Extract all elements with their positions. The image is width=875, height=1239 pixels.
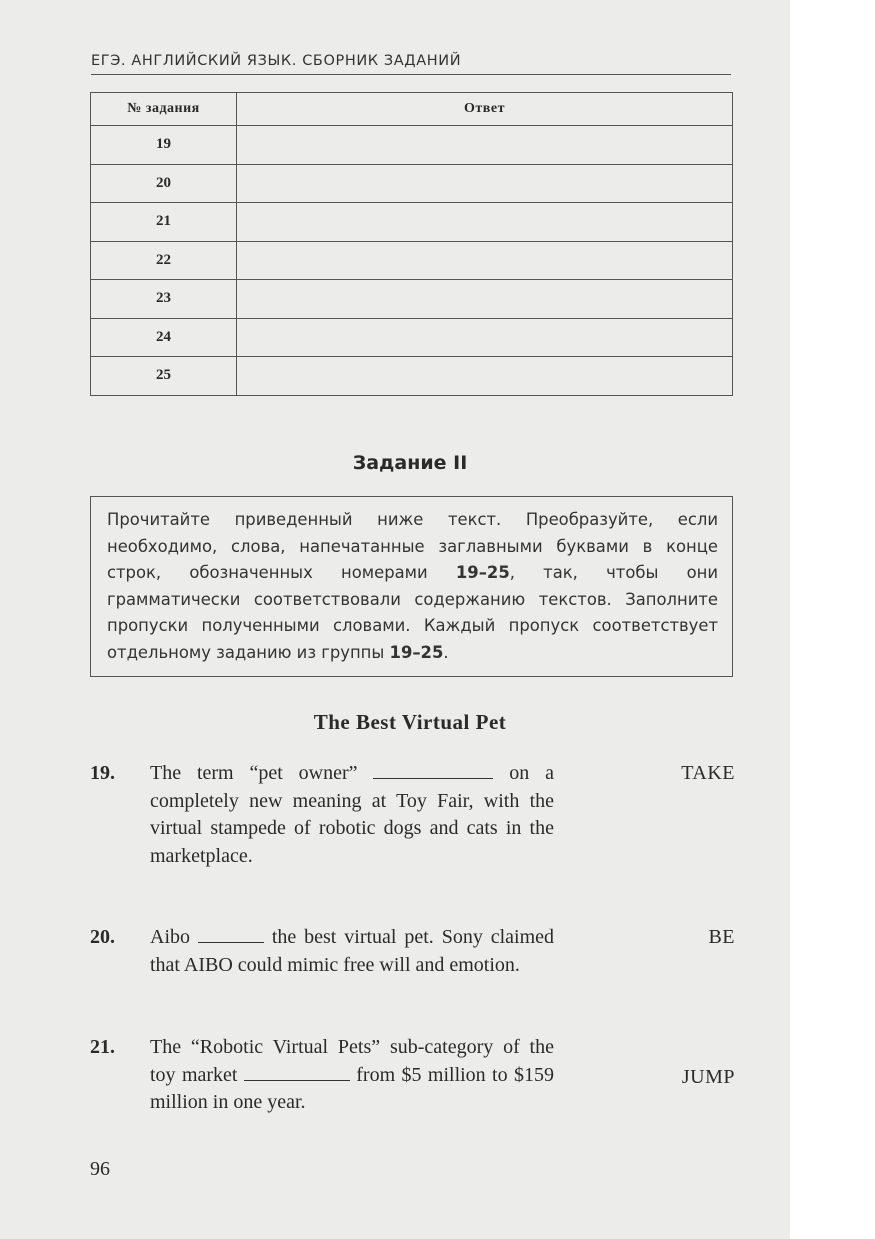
instructions-text: , так, чтобы они грамматически соответствовали содержанию текстов. Заполните пропуски полученными словами. Каждый пропуск соответствует отдельному заданию из группы (107, 563, 719, 662)
task-number-cell: 20 (91, 164, 237, 203)
task-number-cell: 22 (91, 241, 237, 280)
instructions-text: . (443, 642, 449, 662)
page-number: 96 (90, 1158, 110, 1180)
running-header: ЕГЭ. АНГЛИЙСКИЙ ЯЗЫК. СБОРНИК ЗАДАНИЙ (91, 53, 731, 75)
answer-cell (237, 203, 733, 242)
answer-table-header (91, 93, 733, 126)
table-row (91, 318, 733, 357)
table-row (91, 126, 733, 165)
instructions-text: Прочитайте приведенный ниже текст. Преобразуйте, если необходимо, слова, напечатанные заглавными буквами в конце строк, обозначенных номерами (107, 510, 718, 582)
task-range: 19–25 (455, 563, 510, 582)
answer-cell (237, 241, 733, 280)
item-sentence: The term “pet owner” on a completely new meaning at Toy Fair, with the virtual stampede of robotic dogs and cats in the marketplace. (150, 762, 555, 867)
answer-cell (237, 126, 733, 165)
answer-blank[interactable] (244, 1062, 350, 1081)
answer-blank[interactable] (198, 924, 264, 943)
answer-table (90, 92, 733, 396)
answer-cell (237, 318, 733, 357)
item-number: 20. (90, 926, 115, 948)
col-task-number: № задания (91, 93, 237, 126)
key-word: JUMP (681, 1066, 735, 1088)
item-number: 19. (90, 762, 115, 784)
instructions-box (90, 496, 733, 677)
task-title: Задание II (352, 452, 468, 474)
item-number: 21. (90, 1036, 115, 1058)
answer-blank[interactable] (373, 760, 493, 779)
table-row (91, 357, 733, 396)
item-sentence: Aibo the best virtual pet. Sony claimed that AIBO could mimic free will and emotion. (150, 926, 555, 976)
task-number-cell: 21 (91, 203, 237, 242)
task-number-cell: 19 (91, 126, 237, 165)
text-title: The Best Virtual Pet (313, 710, 507, 734)
answer-cell (237, 357, 733, 396)
key-word: BE (708, 926, 735, 948)
table-row (91, 241, 733, 280)
table-row (91, 203, 733, 242)
answer-cell (237, 280, 733, 319)
task-number-cell: 23 (91, 280, 237, 319)
table-row (91, 164, 733, 203)
task-number-cell: 24 (91, 318, 237, 357)
table-row (91, 280, 733, 319)
key-word: TAKE (681, 762, 735, 784)
task-number-cell: 25 (91, 357, 237, 396)
answer-cell (237, 164, 733, 203)
col-answer: Ответ (237, 93, 733, 126)
task-range: 19–25 (389, 642, 444, 662)
item-sentence: The “Robotic Virtual Pets” sub-category of the toy market from $5 million to $159 million in one year. (150, 1036, 555, 1113)
